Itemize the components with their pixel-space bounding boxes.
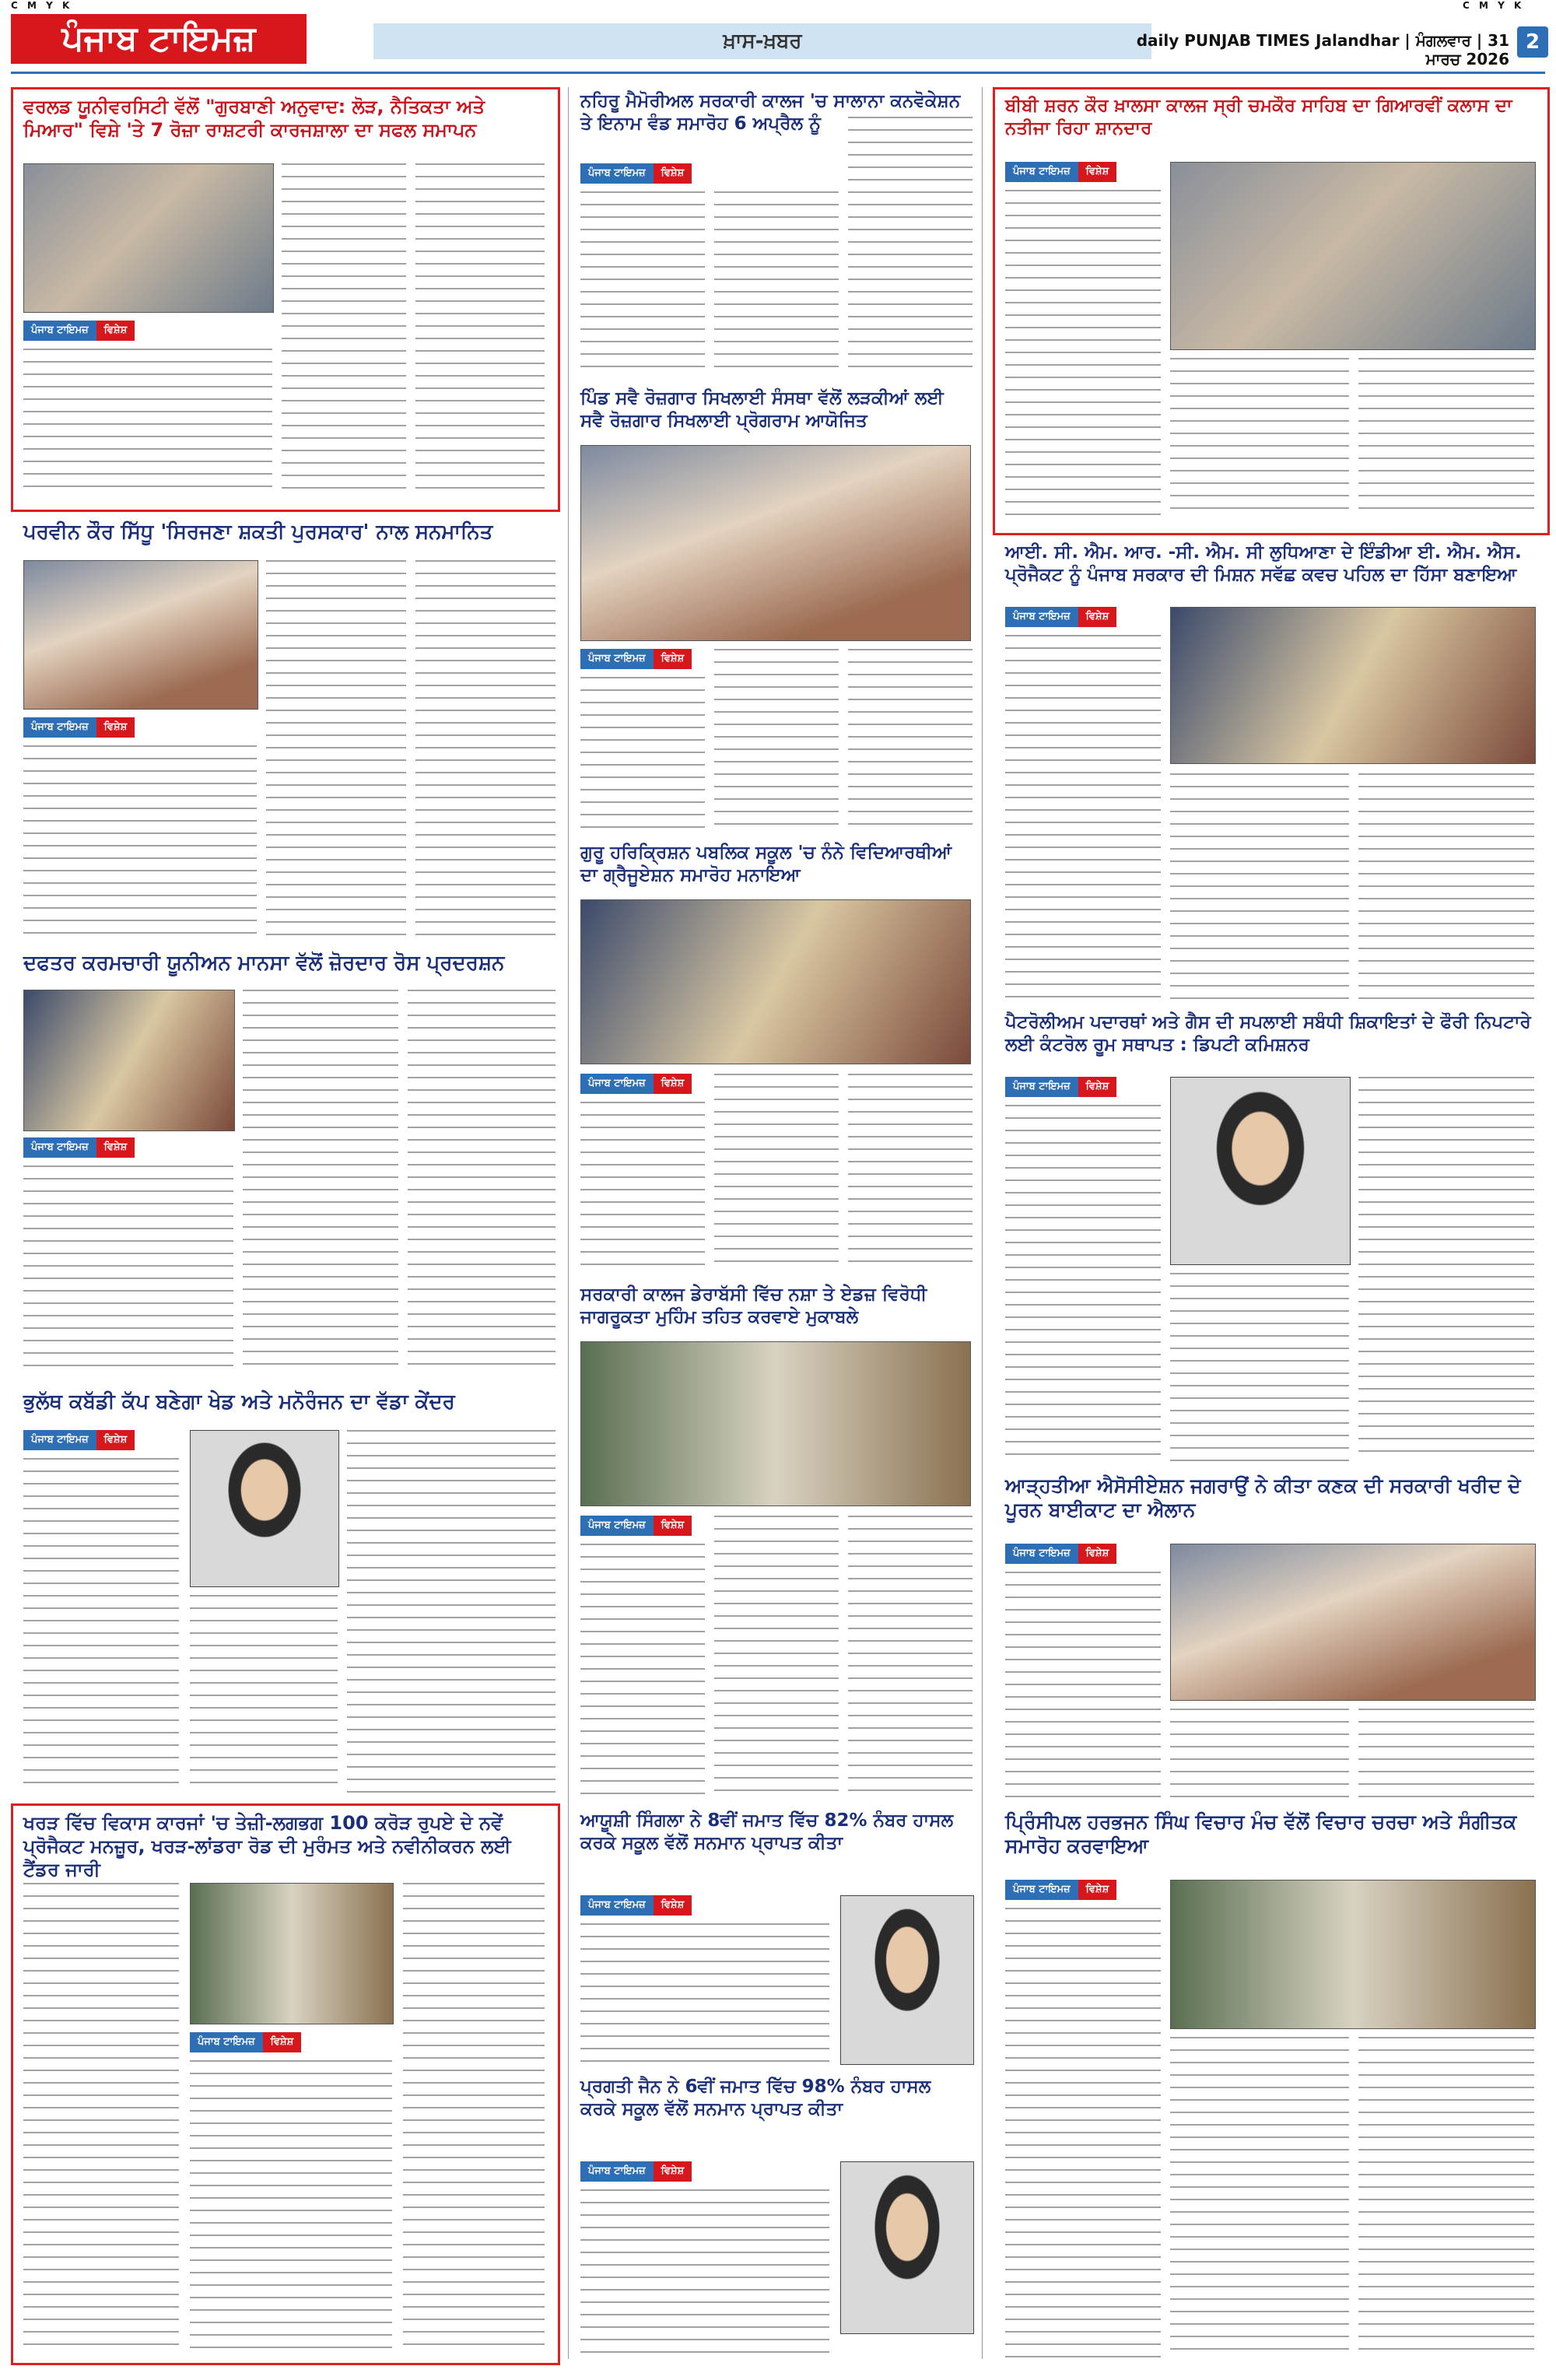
byline-paper: ਪੰਜਾਬ ਟਾਇਮਜ਼ [23,717,96,738]
body-a10-col1 [580,1544,705,1800]
masthead-rule [11,72,1545,74]
photo-a12 [1170,1544,1536,1701]
headline-a5: ਪਰਵੀਨ ਕੌਰ ਸਿੱਧੂ 'ਸਿਰਜਣਾ ਸ਼ਕਤੀ ਪੁਰਸਕਾਰ' ਨਾਲ ਸਨਮਾਨਿਤ [23,521,493,544]
body-a7-col2 [714,1074,839,1273]
photo-a1 [23,163,274,313]
body-a12-col3 [1358,1709,1534,1797]
body-a8-col3 [408,990,555,1376]
body-a8-col2 [243,990,398,1376]
body-a6-col3 [1358,773,1534,1001]
byline-paper: ਪੰਜਾਬ ਟਾਇਮਜ਼ [1005,1077,1078,1097]
portrait-a16 [840,2161,974,2334]
byline-tag: ਵਿਸ਼ੇਸ਼ [1078,1880,1117,1900]
body-a5-col3 [415,560,555,940]
byline-tag: ਵਿਸ਼ੇਸ਼ [96,1430,135,1450]
byline-a2 [580,163,692,184]
byline-paper: ਪੰਜਾਬ ਟਾਇਮਜ਼ [23,1137,96,1158]
portrait-a13 [840,1895,974,2065]
body-a9-col1 [1005,1105,1161,1463]
byline-a10 [580,1516,692,1536]
portrait-a11 [190,1430,339,1587]
byline-paper: ਪੰਜਾਬ ਟਾਇਮਜ਼ [580,2161,654,2182]
byline-tag: ਵਿਸ਼ੇਸ਼ [1078,162,1117,182]
page-number: 2 [1517,26,1548,58]
byline-paper: ਪੰਜਾਬ ਟਾਇਮਜ਼ [1005,1544,1078,1564]
byline-tag: ਵਿਸ਼ੇਸ਼ [654,2161,692,2182]
byline-a16 [580,2161,692,2182]
byline-tag: ਵਿਸ਼ੇਸ਼ [96,321,135,341]
body-a15-col1 [23,1883,179,2350]
body-a11-col1 [23,1458,179,1793]
column-divider [982,87,983,2359]
body-a8-col1 [23,1165,233,1376]
body-a16 [580,2189,829,2353]
body-a5-col2 [266,560,406,940]
byline-paper: ਪੰਜਾਬ ਟਾਇਮਜ਼ [580,1516,654,1536]
body-a14-col1 [1005,1908,1161,2359]
headline-a12: ਆੜ੍ਹਤੀਆ ਐਸੋਸੀਏਸ਼ਨ ਜਗਰਾਉਂ ਨੇ ਕੀਤਾ ਕਣਕ ਦੀ ਸਰਕਾਰੀ ਖਰੀਦ ਦੇ ਪੂਰਨ ਬਾਈਕਾਟ ਦਾ ਐਲਾਨ [1005,1474,1521,1522]
body-a10-col2 [714,1516,839,1800]
headline-a10: ਸਰਕਾਰੀ ਕਾਲਜ ਡੇਰਾਬੱਸੀ ਵਿੱਚ ਨਸ਼ਾ ਤੇ ਏਡਜ਼ ਵਿਰੋਧੀ ਜਾਗਰੂਕਤਾ ਮੁਹਿੰਮ ਤਹਿਤ ਕਰਵਾਏ ਮੁਕਾਬਲੇ [580,1285,927,1327]
headline-a6: ਆਈ. ਸੀ. ਐਮ. ਆਰ. -ਸੀ. ਐਮ. ਸੀ ਲੁਧਿਆਣਾ ਦੇ ਇੰਡੀਆ ਈ. ਐਮ. ਐਸ. ਪ੍ਰੋਜੈਕਟ ਨੂੰ ਪੰਜਾਬ ਸਰਕਾਰ ਦੀ ਮਿਸ਼ਨ ਸਵੱਛ ਕਵਚ ਪਹਿਲ ਦਾ ਹਿੱਸਾ ਬਣਾਇਆ [1005,542,1522,585]
portrait-a9 [1170,1077,1351,1265]
byline-a14 [1005,1880,1116,1900]
headline-a9: ਪੈਟਰੋਲੀਅਮ ਪਦਾਰਥਾਂ ਅਤੇ ਗੈਸ ਦੀ ਸਪਲਾਈ ਸਬੰਧੀ ਸ਼ਿਕਾਇਤਾਂ ਦੇ ਫੌਰੀ ਨਿਪਟਾਰੇ ਲਈ ਕੰਟਰੋਲ ਰੂਮ ਸਥਾਪਤ : ਡਿਪਟੀ ਕਮਿਸ਼ਨਰ [1005,1012,1531,1055]
byline-a3 [1005,162,1116,182]
headline-a14: ਪ੍ਰਿੰਸੀਪਲ ਹਰਭਜਨ ਸਿੰਘ ਵਿਚਾਰ ਮੰਚ ਵੱਲੋਂ ਵਿਚਾਰ ਚਰਚਾ ਅਤੇ ਸੰਗੀਤਕ ਸਮਾਰੋਹ ਕਰਵਾਇਆ [1005,1810,1517,1858]
byline-a4 [580,649,692,669]
edition-line: daily PUNJAB TIMES Jalandhar | ਮੰਗਲਵਾਰ | 31 ਮਾਰਚ 2026 [1136,31,1509,68]
photo-a14 [1170,1880,1536,2029]
photo-a7 [580,899,971,1064]
body-a4-col1 [580,677,705,832]
headline-a8: ਦਫਤਰ ਕਰਮਚਾਰੀ ਯੂਨੀਅਨ ਮਾਨਸਾ ਵੱਲੋਂ ਜ਼ੋਰਦਾਰ ਰੋਸ ਪ੍ਰਦਰਸ਼ਨ [23,952,505,975]
column-divider [568,87,569,2359]
headline-a7: ਗੁਰੂ ਹਰਿਕ੍ਰਿਸ਼ਨ ਪਬਲਿਕ ਸਕੂਲ 'ਚ ਨੰਨੇ ਵਿਦਿਆਰਥੀਆਂ ਦਾ ਗ੍ਰੈਜੂਏਸ਼ਨ ਸਮਾਰੋਹ ਮਨਾਇਆ [580,843,952,885]
headline-a3: ਬੀਬੀ ਸ਼ਰਨ ਕੌਰ ਖ਼ਾਲਸਾ ਕਾਲਜ ਸ੍ਰੀ ਚਮਕੌਰ ਸਾਹਿਬ ਦਾ ਗਿਆਰਵੀਂ ਕਲਾਸ ਦਾ ਨਤੀਜਾ ਰਿਹਾ ਸ਼ਾਨਦਾਰ [1005,96,1512,138]
body-a9-col2 [1170,1273,1349,1463]
headline-a4: ਪਿੰਡ ਸਵੈ ਰੋਜ਼ਗਾਰ ਸਿਖਲਾਈ ਸੰਸਥਾ ਵੱਲੋਂ ਲੜਕੀਆਂ ਲਈ ਸਵੈ ਰੋਜ਼ਗਾਰ ਸਿਖਲਾਈ ਪ੍ਰੋਗਰਾਮ ਆਯੋਜਿਤ [580,388,944,431]
headline-a15: ਖਰੜ ਵਿੱਚ ਵਿਕਾਸ ਕਾਰਜਾਂ 'ਚ ਤੇਜ਼ੀ-ਲਗਭਗ 100 ਕਰੋੜ ਰੁਪਏ ਦੇ ਨਵੇਂ ਪ੍ਰੋਜੈਕਟ ਮਨਜ਼ੂਰ, ਖਰੜ-ਲਾਂਡਰਾ ਰੋਡ ਦੀ ਮੁਰੰਮਤ ਅਤੇ ਨਵੀਨੀਕਰਨ ਲਈ ਟੈਂਡਰ ਜਾਰੀ [23,1812,511,1881]
body-a14-col2 [1170,2037,1349,2359]
photo-a5 [23,560,258,710]
byline-paper: ਪੰਜਾਬ ਟਾਇਮਜ਼ [23,1430,96,1450]
section-label: ਖ਼ਾਸ-ਖ਼ਬਰ [373,23,1151,59]
byline-a13 [580,1895,692,1916]
byline-paper: ਪੰਜਾਬ ਟਾਇਮਜ਼ [580,163,654,184]
byline-tag: ਵਿਸ਼ੇਸ਼ [96,1137,135,1158]
byline-paper: ਪੰਜਾਬ ਟਾਇਮਜ਼ [580,649,654,669]
body-a1-col1 [23,349,272,496]
byline-a15 [190,2032,301,2052]
body-a2-col1 [580,191,705,378]
body-a15-col3 [403,1883,545,2350]
headline-a2: ਨਹਿਰੂ ਮੈਮੋਰੀਅਲ ਸਰਕਾਰੀ ਕਾਲਜ 'ਚ ਸਾਲਾਨਾ ਕਨਵੋਕੇਸ਼ਨ ਤੇ ਇਨਾਮ ਵੰਡ ਸਮਾਰੋਹ 6 ਅਪ੍ਰੈਲ ਨੂੰ [580,91,961,134]
byline-a6 [1005,607,1116,627]
byline-paper: ਪੰਜਾਬ ਟਾਇਮਜ਼ [580,1895,654,1916]
body-a11-col2 [190,1595,338,1793]
photo-a8 [23,990,235,1131]
body-a6-col1 [1005,635,1161,1001]
body-a4-col2 [714,649,839,832]
body-a1-col2 [282,163,406,496]
byline-a1 [23,321,135,341]
body-a10-col3 [848,1516,972,1800]
body-a3-col2 [1170,358,1349,520]
byline-a7 [580,1074,692,1094]
byline-paper: ਪੰਜਾਬ ਟਾਇਮਜ਼ [23,321,96,341]
photo-a3 [1170,162,1536,350]
byline-a12 [1005,1544,1116,1564]
body-a11-col3 [347,1430,555,1793]
byline-tag: ਵਿਸ਼ੇਸ਼ [263,2032,302,2052]
byline-paper: ਪੰਜਾਬ ਟਾਇਮਜ਼ [1005,607,1078,627]
photo-a4 [580,445,971,641]
body-a12-col2 [1170,1709,1349,1797]
photo-a10 [580,1341,971,1506]
byline-paper: ਪੰਜਾਬ ਟਾਇਮਜ਼ [190,2032,263,2052]
byline-a11 [23,1430,135,1450]
body-a9-col3 [1358,1077,1534,1463]
headline-a16: ਪ੍ਰਗਤੀ ਜੈਨ ਨੇ 6ਵੀਂ ਜਮਾਤ ਵਿੱਚ 98% ਨੰਬਰ ਹਾਸਲ ਕਰਕੇ ਸਕੂਲ ਵੱਲੋਂ ਸਨਮਾਨ ਪ੍ਰਾਪਤ ਕੀਤਾ [580,2077,931,2119]
body-a1-col3 [415,163,545,496]
byline-a9 [1005,1077,1116,1097]
cmyk-strip [0,0,1556,11]
body-a7-col3 [848,1074,972,1273]
byline-tag: ਵਿਸ਼ੇਸ਼ [654,163,692,184]
body-a7-col1 [580,1102,705,1273]
byline-tag: ਵਿਸ਼ੇਸ਼ [1078,607,1117,627]
byline-paper: ਪੰਜਾਬ ਟਾਇਮਜ਼ [580,1074,654,1094]
byline-tag: ਵਿਸ਼ੇਸ਼ [654,1516,692,1536]
cmyk-marks-left: C M Y K [11,0,73,11]
byline-tag: ਵਿਸ਼ੇਸ਼ [654,1074,692,1094]
body-a14-col3 [1358,2037,1534,2359]
body-a2-col3 [848,117,972,378]
byline-tag: ਵਿਸ਼ੇਸ਼ [1078,1077,1117,1097]
body-a3-col1 [1005,190,1161,520]
byline-tag: ਵਿਸ਼ੇਸ਼ [654,1895,692,1916]
photo-a15 [190,1883,394,2024]
newspaper-logo: ਪੰਜਾਬ ਟਾਇਮਜ਼ [11,14,307,64]
body-a6-col2 [1170,773,1349,1001]
cmyk-marks-right: C M Y K [1463,0,1525,11]
headline-a11: ਭੁਲੱਥ ਕਬੱਡੀ ਕੱਪ ਬਣੇਗਾ ਖੇਡ ਅਤੇ ਮਨੋਰੰਜਨ ਦਾ ਵੱਡਾ ਕੇਂਦਰ [23,1390,455,1414]
headline-a13: ਆਯੂਸ਼ੀ ਸਿੰਗਲਾ ਨੇ 8ਵੀਂ ਜਮਾਤ ਵਿੱਚ 82% ਨੰਬਰ ਹਾਸਲ ਕਰਕੇ ਸਕੂਲ ਵੱਲੋਂ ਸਨਮਾਨ ਪ੍ਰਾਪਤ ਕੀਤਾ [580,1810,954,1853]
body-a12-col1 [1005,1572,1161,1797]
headline-a1: ਵਰਲਡ ਯੂਨੀਵਰਸਿਟੀ ਵੱਲੋਂ "ਗੁਰਬਾਣੀ ਅਨੁਵਾਦ: ਲੋੜ, ਨੈਤਿਕਤਾ ਅਤੇ ਮਿਆਰ" ਵਿਸ਼ੇ 'ਤੇ 7 ਰੋਜ਼ਾ ਰਾਸ਼ਟਰੀ ਕਾਰਜਸ਼ਾਲਾ ਦਾ ਸਫਲ ਸਮਾਪਨ [23,96,485,141]
body-a3-col3 [1358,358,1534,520]
byline-tag: ਵਿਸ਼ੇਸ਼ [1078,1544,1117,1564]
byline-tag: ਵਿਸ਼ੇਸ਼ [654,649,692,669]
body-a5-col1 [23,745,257,940]
body-a2-col2 [714,191,839,378]
byline-paper: ਪੰਜਾਬ ਟਾਇਮਜ਼ [1005,162,1078,182]
byline-tag: ਵਿਸ਼ੇਸ਼ [96,717,135,738]
photo-a6 [1170,607,1536,764]
byline-a5 [23,717,135,738]
body-a4-col3 [848,649,972,832]
body-a15-col2 [190,2060,392,2350]
byline-a8 [23,1137,135,1158]
body-a13 [580,1923,829,2063]
byline-paper: ਪੰਜਾਬ ਟਾਇਮਜ਼ [1005,1880,1078,1900]
